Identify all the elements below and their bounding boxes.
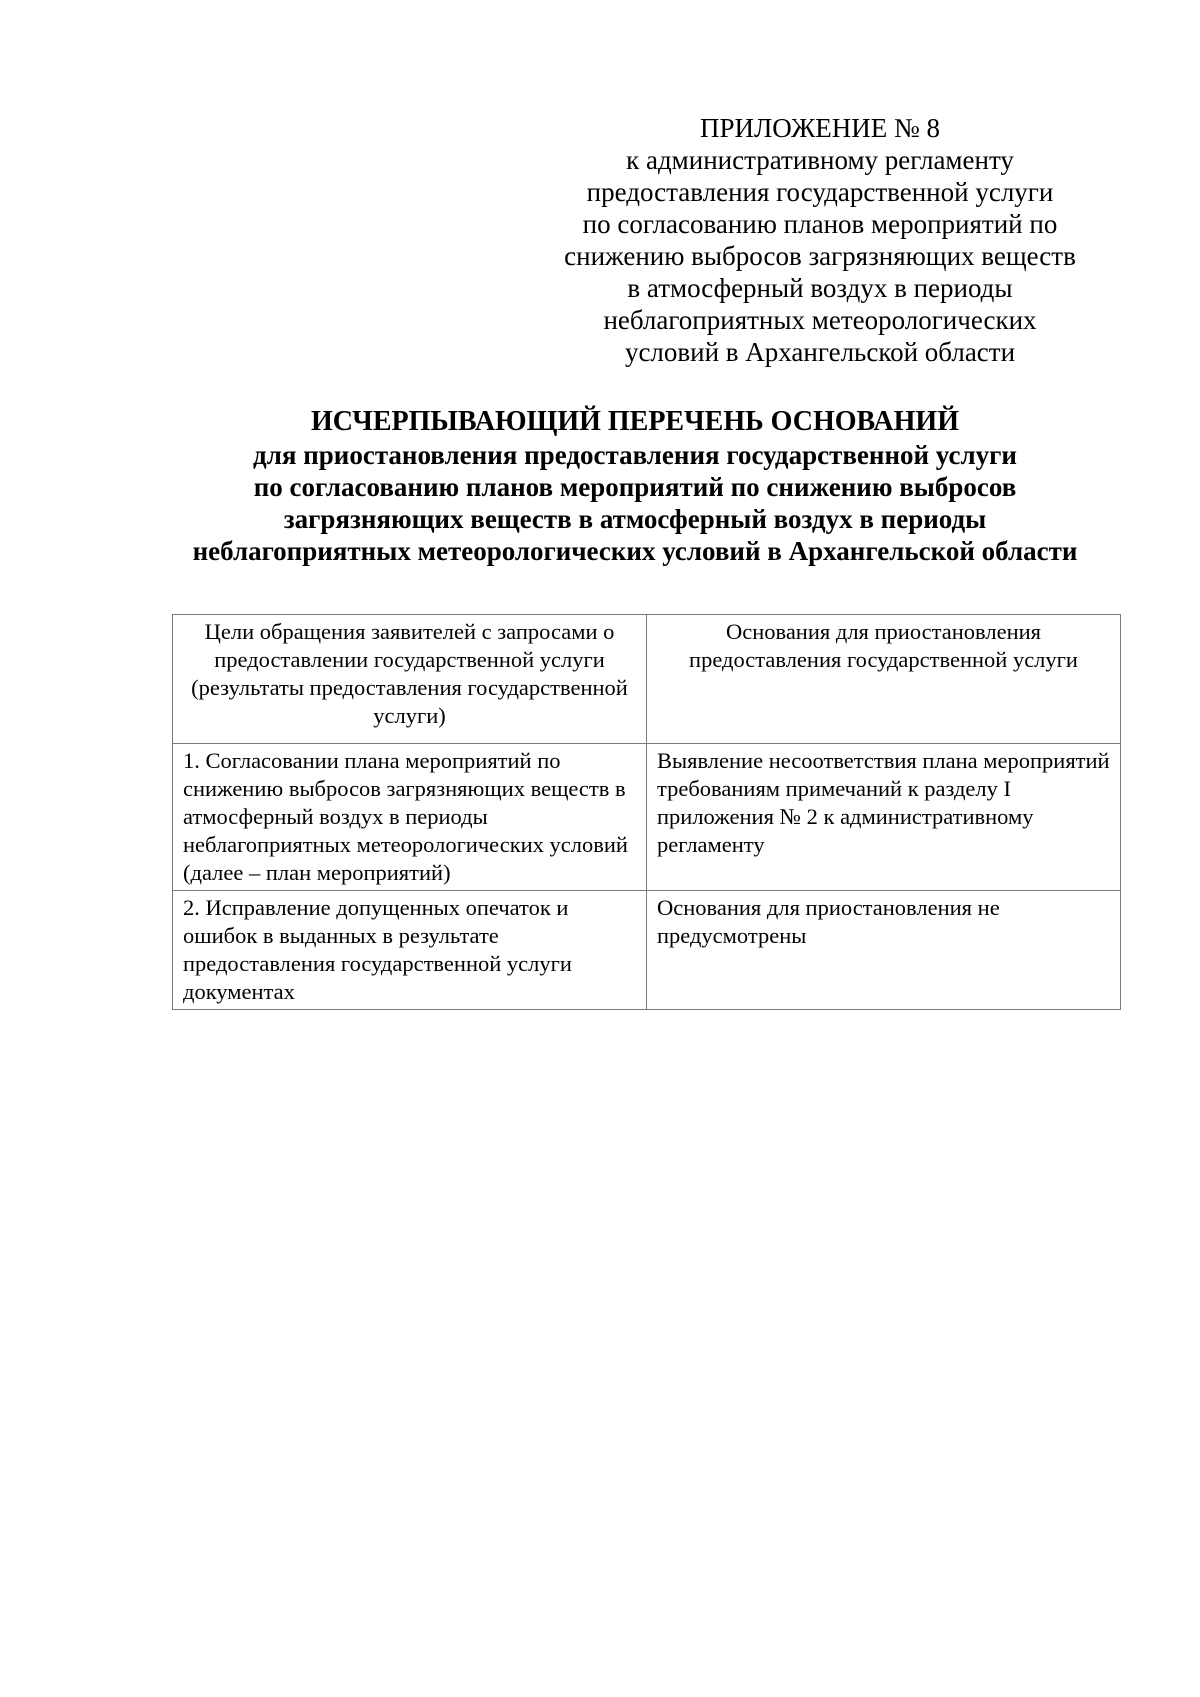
appendix-line: к административному регламенту: [626, 145, 1014, 175]
table-cell-purpose: [173, 744, 647, 891]
document-title: ИСЧЕРПЫВАЮЩИЙ ПЕРЕЧЕНЬ ОСНОВАНИЙ: [311, 406, 959, 437]
column-header-grounds: [647, 615, 1121, 744]
table-row: [173, 891, 1121, 1010]
document-subtitle-line: загрязняющих веществ в атмосферный воздух в периоды: [283, 504, 987, 534]
purpose-text: 2. Исправление допущенных опечаток и ошибок в выданных в результате предоставления государственной услуги документах: [183, 895, 572, 1004]
document-heading: [150, 405, 1120, 567]
table-cell-grounds: [647, 891, 1121, 1010]
appendix-line: по согласованию планов мероприятий по: [582, 209, 1058, 239]
document-subtitle-line: по согласованию планов мероприятий по снижению выбросов: [253, 472, 1017, 502]
column-header-grounds-text: Основания для приостановления предоставления государственной услуги: [689, 619, 1078, 672]
grounds-table: [172, 614, 1121, 1010]
column-header-purpose: [173, 615, 647, 744]
column-header-purpose-text: Цели обращения заявителей с запросами о предоставлении государственной услуги (результаты предоставления государственной услуги): [191, 619, 628, 728]
appendix-title: ПРИЛОЖЕНИЕ № 8: [699, 113, 941, 143]
document-subtitle-line: неблагоприятных метеорологических условий в Архангельской области: [192, 536, 1078, 566]
grounds-text: Основания для приостановления не предусмотрены: [657, 895, 1000, 948]
appendix-line: неблагоприятных метеорологических: [603, 305, 1037, 335]
grounds-text: Выявление несоответствия плана мероприятий требованиям примечаний к разделу I приложения № 2 к административному регламенту: [657, 748, 1110, 857]
document-subtitle-line: для приостановления предоставления государственной услуги: [253, 440, 1017, 470]
table-cell-purpose: [173, 891, 647, 1010]
appendix-line: предоставления государственной услуги: [586, 177, 1054, 207]
purpose-text: 1. Согласовании плана мероприятий по снижению выбросов загрязняющих веществ в атмосферный воздух в периоды неблагоприятных метеорологических условий (далее – план мероприятий): [183, 748, 628, 885]
table-cell-grounds: [647, 744, 1121, 891]
appendix-block: [560, 112, 1080, 368]
appendix-line: снижению выбросов загрязняющих веществ: [564, 241, 1076, 271]
table-row: [173, 744, 1121, 891]
appendix-line: условий в Архангельской области: [624, 337, 1016, 367]
table-header-row: [173, 615, 1121, 744]
appendix-line: в атмосферный воздух в периоды: [627, 273, 1013, 303]
